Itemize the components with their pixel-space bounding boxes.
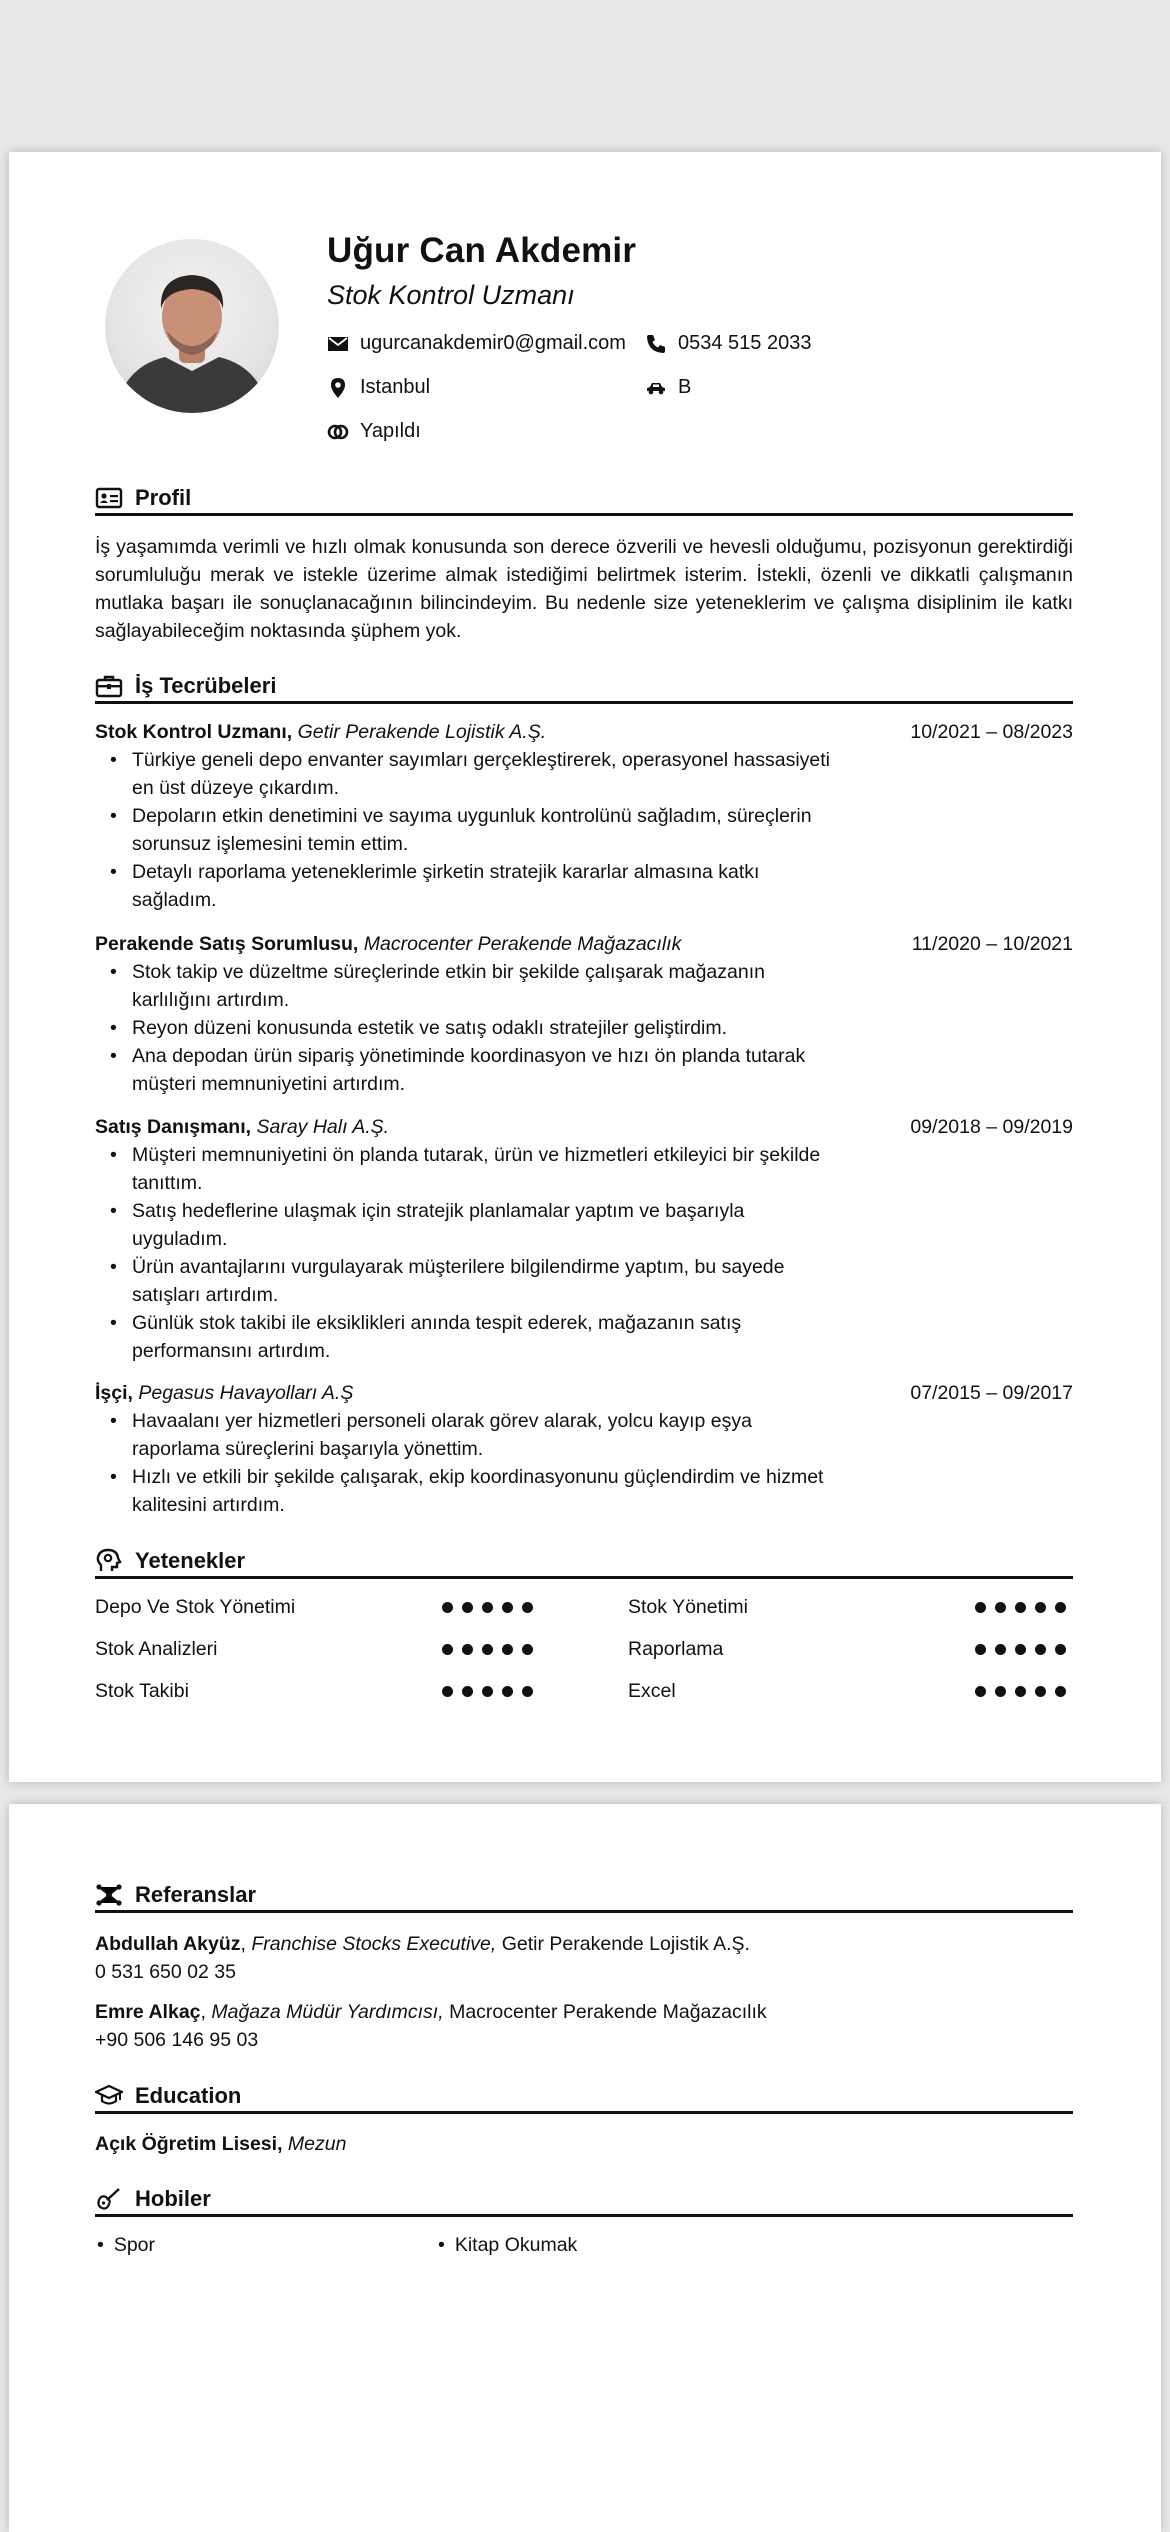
car-icon bbox=[645, 377, 667, 399]
rating-dot bbox=[442, 1644, 453, 1655]
skill-name: Stok Takibi bbox=[95, 1680, 189, 1702]
candidate-name: Uğur Can Akdemir bbox=[327, 231, 637, 270]
section-experience bbox=[95, 674, 1073, 704]
rating-dot bbox=[1035, 1686, 1046, 1697]
cv-page-2 bbox=[9, 1804, 1161, 2532]
education-school: Açık Öğretim Lisesi, bbox=[95, 2133, 283, 2155]
job-role: İşçi, bbox=[95, 1382, 133, 1404]
job-entry bbox=[95, 718, 1073, 914]
rating-dot bbox=[1035, 1602, 1046, 1613]
education-entry bbox=[95, 2130, 1073, 2158]
reference-name: Emre Alkaç bbox=[95, 2001, 201, 2023]
phone-contact[interactable] bbox=[645, 332, 811, 355]
license-contact bbox=[645, 376, 691, 399]
reference-separator: , bbox=[200, 2001, 206, 2023]
rating-dot bbox=[995, 1644, 1006, 1655]
rating-dot bbox=[442, 1686, 453, 1697]
skill-rating bbox=[975, 1686, 1066, 1697]
hobby-item: • Spor bbox=[97, 2234, 155, 2257]
rating-dot bbox=[462, 1602, 473, 1613]
job-bullet: • Reyon düzeni konusunda estetik ve satış odaklı stratejiler geliştirdim. bbox=[95, 1014, 835, 1042]
envelope-icon bbox=[327, 333, 349, 355]
job-bullet: • Stok takip ve düzeltme süreçlerinde etkin bir şekilde çalışarak mağazanın karlılığını artırdım. bbox=[95, 958, 835, 1014]
job-entry bbox=[95, 1113, 1073, 1365]
job-dates: 09/2018 – 09/2019 bbox=[910, 1116, 1073, 1138]
rating-dot bbox=[502, 1686, 513, 1697]
skill-name: Stok Yönetimi bbox=[628, 1596, 748, 1618]
location-text: Istanbul bbox=[360, 376, 431, 398]
reference-role: Mağaza Müdür Yardımcısı, bbox=[211, 2001, 444, 2023]
job-bullet: • Hızlı ve etkili bir şekilde çalışarak, ekip koordinasyonunu güçlendirdim ve hizmet kalitesini artırdım. bbox=[95, 1463, 835, 1519]
skill-name: Depo Ve Stok Yönetimi bbox=[95, 1596, 296, 1618]
job-role: Perakende Satış Sorumlusu, bbox=[95, 933, 359, 955]
rating-dot bbox=[1015, 1644, 1026, 1655]
section-title-experience: İş Tecrübeleri bbox=[135, 673, 277, 698]
rating-dot bbox=[975, 1602, 986, 1613]
rating-dot bbox=[522, 1686, 533, 1697]
rating-dot bbox=[1055, 1602, 1066, 1613]
map-pin-icon bbox=[327, 377, 349, 399]
reference-phone: 0 531 650 02 35 bbox=[95, 1961, 236, 1983]
education-status: Mezun bbox=[287, 2133, 347, 2155]
phone-text: 0534 515 2033 bbox=[678, 332, 812, 354]
rating-dot bbox=[482, 1644, 493, 1655]
skill-rating bbox=[442, 1602, 533, 1613]
cv-page-1 bbox=[9, 152, 1161, 1782]
section-title-skills: Yetenekler bbox=[135, 1548, 246, 1573]
hobby-item: • Kitap Okumak bbox=[438, 2234, 577, 2257]
military-service-icon bbox=[327, 421, 349, 443]
id-card-icon bbox=[95, 485, 123, 511]
rating-dot bbox=[1055, 1644, 1066, 1655]
rating-dot bbox=[995, 1602, 1006, 1613]
rating-dot bbox=[522, 1644, 533, 1655]
skill-rating bbox=[442, 1686, 533, 1697]
reference-entry bbox=[95, 1930, 1073, 1986]
location-contact bbox=[327, 376, 430, 399]
rating-dot bbox=[482, 1602, 493, 1613]
section-profile bbox=[95, 486, 1073, 516]
job-company: Macrocenter Perakende Mağazacılık bbox=[363, 933, 682, 955]
skill-name: Raporlama bbox=[628, 1638, 724, 1660]
rating-dot bbox=[1055, 1686, 1066, 1697]
guitar-icon bbox=[95, 2186, 123, 2212]
section-education bbox=[95, 2084, 1073, 2114]
section-references bbox=[95, 1883, 1073, 1913]
job-role: Satış Danışmanı, bbox=[95, 1116, 252, 1138]
rating-dot bbox=[975, 1686, 986, 1697]
section-title-references: Referanslar bbox=[135, 1882, 257, 1907]
military-contact bbox=[327, 420, 421, 443]
section-hobbies bbox=[95, 2187, 1073, 2217]
network-icon bbox=[95, 1882, 123, 1908]
section-title-education: Education bbox=[135, 2083, 242, 2108]
job-company: Saray Halı A.Ş. bbox=[256, 1116, 390, 1138]
rating-dot bbox=[1035, 1644, 1046, 1655]
job-bullet: • Depoların etkin denetimini ve sayıma uygunluk kontrolünü sağladım, süreçlerin sorunsuz işlemesini temin ettim. bbox=[95, 802, 835, 858]
rating-dot bbox=[502, 1602, 513, 1613]
reference-entry bbox=[95, 1998, 1073, 2054]
rating-dot bbox=[1015, 1602, 1026, 1613]
job-company: Pegasus Havayolları A.Ş bbox=[138, 1382, 354, 1404]
job-bullet: • Günlük stok takibi ile eksiklikleri anında tespit ederek, mağazanın satış performansını artırdım. bbox=[95, 1309, 835, 1365]
skill-rating bbox=[975, 1602, 1066, 1613]
rating-dot bbox=[462, 1686, 473, 1697]
graduation-cap-icon bbox=[95, 2083, 123, 2109]
email-contact[interactable] bbox=[327, 332, 626, 355]
profile-paragraph: İş yaşamımda verimli ve hızlı olmak konusunda son derece özverili ve hevesli olduğumu, pozisyonun gerektirdiği sorumluluğu merak ve istekle üzerime almak istediğimi belirtmek isterim. İstekli, özenli ve dikkatli çalışmanın mutlaka başarı ile sonuçlanacağının bilincindeyim. Bu nedenle size yeteneklerim ve çalışma disiplinim ile katkı sağlayabileceğim noktasında şüphem yok. bbox=[95, 536, 1073, 642]
skill-rating bbox=[442, 1644, 533, 1655]
rating-dot bbox=[975, 1644, 986, 1655]
job-bullet: • Satış hedeflerine ulaşmak için stratejik planlamalar yaptım ve başarıyla uyguladım. bbox=[95, 1197, 835, 1253]
job-entry bbox=[95, 1379, 1073, 1519]
job-entry bbox=[95, 930, 1073, 1098]
rating-dot bbox=[442, 1602, 453, 1613]
job-company: Getir Perakende Lojistik A.Ş. bbox=[297, 721, 547, 743]
skill-name: Stok Analizleri bbox=[95, 1638, 218, 1660]
profile-photo bbox=[105, 239, 279, 413]
job-dates: 07/2015 – 09/2017 bbox=[910, 1382, 1073, 1404]
job-bullet: • Müşteri memnuniyetini ön planda tutarak, ürün ve hizmetleri etkileyici bir şekilde tanıttım. bbox=[95, 1141, 835, 1197]
section-title-profile: Profil bbox=[135, 485, 192, 510]
briefcase-icon bbox=[95, 673, 123, 699]
rating-dot bbox=[995, 1686, 1006, 1697]
military-text: Yapıldı bbox=[360, 420, 421, 442]
rating-dot bbox=[482, 1686, 493, 1697]
job-bullet: • Ana depodan ürün sipariş yönetiminde koordinasyon ve hızı ön planda tutarak müşteri memnuniyetini artırdım. bbox=[95, 1042, 835, 1098]
reference-name: Abdullah Akyüz bbox=[95, 1933, 241, 1955]
reference-role: Franchise Stocks Executive, bbox=[251, 1933, 497, 1955]
job-bullet: • Detaylı raporlama yeteneklerimle şirketin stratejik kararlar almasına katkı sağladım. bbox=[95, 858, 835, 914]
job-dates: 10/2021 – 08/2023 bbox=[910, 721, 1073, 743]
job-bullet: • Havaalanı yer hizmetleri personeli olarak görev alarak, yolcu kayıp eşya raporlama süreçlerini başarıyla yönettim. bbox=[95, 1407, 835, 1463]
rating-dot bbox=[522, 1602, 533, 1613]
reference-separator: , bbox=[240, 1933, 246, 1955]
job-bullet: • Ürün avantajlarını vurgulayarak müşterilere bilgilendirme yaptım, bu sayede satışları artırdım. bbox=[95, 1253, 835, 1309]
skill-rating bbox=[975, 1644, 1066, 1655]
head-gear-icon bbox=[95, 1548, 123, 1574]
reference-phone: +90 506 146 95 03 bbox=[95, 2029, 259, 2051]
rating-dot bbox=[462, 1644, 473, 1655]
job-role: Stok Kontrol Uzmanı, bbox=[95, 721, 293, 743]
job-bullet: • Türkiye geneli depo envanter sayımları gerçekleştirerek, operasyonel hassasiyeti en üst düzeye çıkardım. bbox=[95, 746, 835, 802]
section-title-hobbies: Hobiler bbox=[135, 2186, 211, 2211]
reference-company: Macrocenter Perakende Mağazacılık bbox=[449, 2001, 767, 2023]
job-dates: 11/2020 – 10/2021 bbox=[911, 933, 1073, 955]
email-text: ugurcanakdemir0@gmail.com bbox=[360, 332, 626, 354]
license-text: B bbox=[678, 376, 692, 398]
rating-dot bbox=[502, 1644, 513, 1655]
reference-company: Getir Perakende Lojistik A.Ş. bbox=[501, 1933, 750, 1955]
phone-icon bbox=[645, 333, 667, 355]
candidate-title: Stok Kontrol Uzmanı bbox=[327, 280, 575, 310]
rating-dot bbox=[1015, 1686, 1026, 1697]
skill-name: Excel bbox=[628, 1680, 676, 1702]
section-skills bbox=[95, 1549, 1073, 1579]
